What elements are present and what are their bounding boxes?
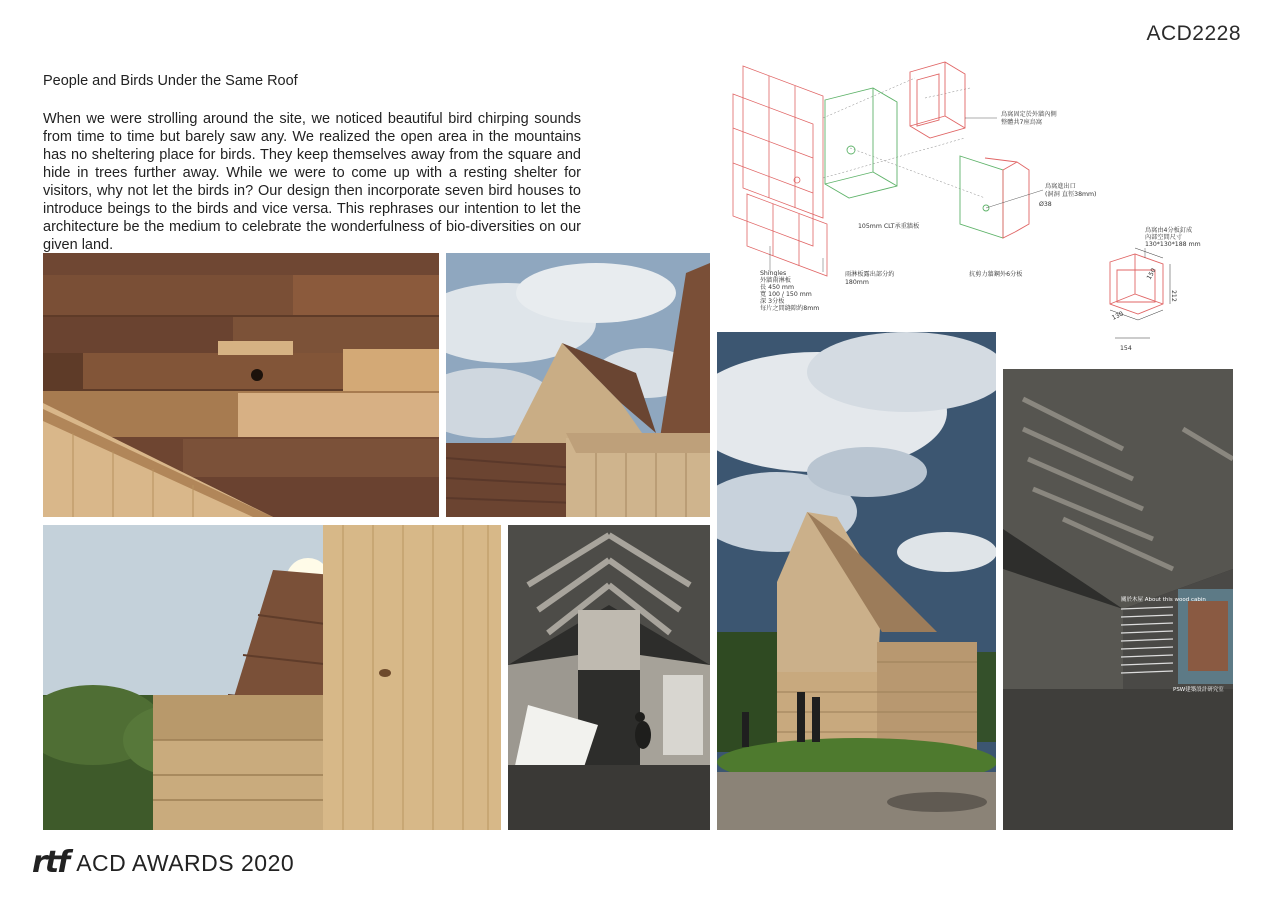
photo-wood-wall-sun xyxy=(43,525,501,830)
label-shingle-4: 深 3分板 xyxy=(760,298,785,305)
label-inner-dims: 130*130*188 mm xyxy=(1145,241,1201,248)
photo-log-wall xyxy=(43,253,439,517)
rtf-logo-mark: rtf xyxy=(32,845,69,880)
label-shingle-2: 長 450 mm xyxy=(760,284,794,291)
label-material: 鳥窩由4分板釘成 xyxy=(1145,227,1193,234)
label-shingle-3: 寬 100 / 150 mm xyxy=(760,291,812,298)
label-inner-size: 內部空間尺寸 xyxy=(1145,234,1183,241)
awards-title: ACD AWARDS 2020 xyxy=(76,849,295,876)
screen-footer: PSW建築設計研究室 xyxy=(1173,687,1224,693)
photo-interior-projection xyxy=(1003,369,1233,830)
label-rain-exposed: 雨淋板露出部分約 xyxy=(845,271,895,278)
label-birdhouse-fixed: 鳥窩固定於外牆內側 xyxy=(1001,111,1057,118)
section-heading: People and Birds Under the Same Roof xyxy=(43,73,298,89)
shingle-wall-drawing xyxy=(733,66,827,276)
dim-150: 150 xyxy=(1145,267,1158,281)
dim-212: 212 xyxy=(1170,290,1177,302)
birdhouse-dims-drawing xyxy=(1110,254,1163,314)
project-code: ACD2228 xyxy=(1146,22,1241,45)
screen-caption: 關於木屋 About this wood cabin xyxy=(1121,597,1206,603)
dim-154: 154 xyxy=(1120,345,1132,352)
birdhouse-box-drawing xyxy=(910,62,965,138)
label-birdhouse-count: 整體共7座鳥窩 xyxy=(1001,119,1043,126)
label-clt: 105mm CLT承重牆板 xyxy=(858,223,920,230)
label-shingle-1: 外牆雨淋板 xyxy=(760,277,791,284)
label-shingle-5: 每片之間縫隙約8mm xyxy=(760,305,820,312)
label-shingles: Shingles xyxy=(760,270,787,277)
label-entrance: 鳥窩進出口 xyxy=(1045,183,1076,190)
description-paragraph: When we were strolling around the site, we noticed beautiful bird chirping sounds from time to time but barely saw any. We realized the open area in the mountains has no sheltering place for birds. They keep themselves away from the square and hide in trees further away. While we were to come up with a resting shelter for visitors, why not let the birds in? Our design then incorporate seven bird houses to introduce beings to the birds and vice versa. This rephrases our intention to let the architecture be the medium to celebrate the wonderfulness of bio-diversities on our given land. xyxy=(43,111,581,253)
photo-cabin-exterior xyxy=(717,332,996,830)
acd-awards-logo xyxy=(32,845,295,880)
clt-panel-drawing xyxy=(825,88,897,198)
label-rain-exposed-val: 180mm xyxy=(845,279,869,286)
photo-roof-sky xyxy=(446,253,710,517)
label-entrance-size: (洞洞 直徑38mm) xyxy=(1045,191,1097,198)
label-diameter: Ø38 xyxy=(1039,201,1052,208)
dim-130: 130 xyxy=(1110,310,1125,322)
label-shear: 抗剪力牆鋼外6分板 xyxy=(969,271,1023,278)
birdhouse-exploded-diagram xyxy=(725,58,1245,358)
photo-interior-trusses xyxy=(508,525,710,830)
